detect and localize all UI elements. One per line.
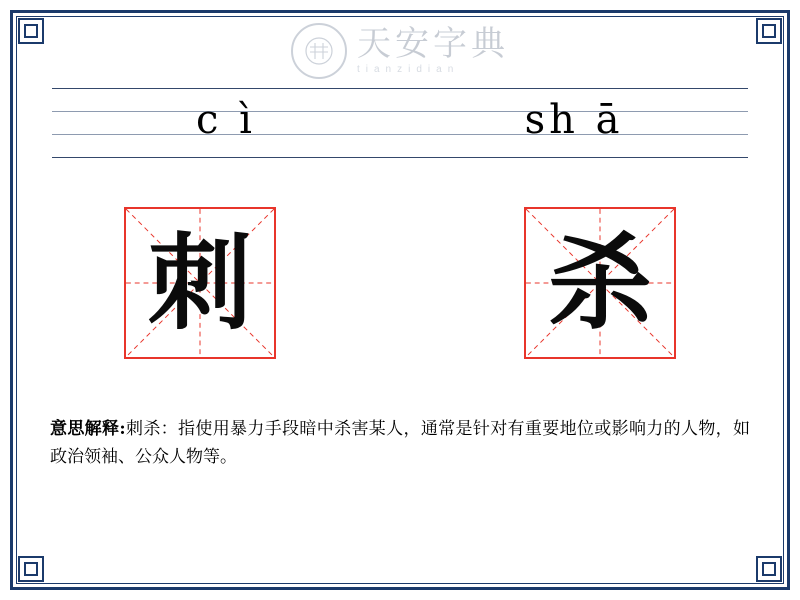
brand-pinyin: tianzidian [357, 64, 460, 76]
brand-title: 天安字典 [357, 23, 509, 64]
pinyin-cell [52, 88, 400, 157]
pinyin-row [52, 88, 748, 157]
tianzige-grid-2 [524, 207, 676, 359]
hanzi-character-2: 杀 [547, 221, 652, 344]
character-cell [400, 205, 800, 361]
seal-circle-icon [291, 23, 347, 79]
pinyin-cell [400, 88, 748, 157]
character-row [0, 205, 800, 361]
pinyin-text-2: sh ā [524, 96, 624, 143]
character-cell [0, 205, 400, 361]
hanzi-character-1: 刺 [147, 221, 252, 344]
corner-ornament-bottom-left [18, 548, 52, 582]
definition-text: 刺杀：指使用暴力手段暗中杀害某人，通常是针对有重要地位或影响力的人物，如政治领袖、公众人物等。 [50, 419, 751, 468]
pinyin-text-1: c ì [196, 96, 256, 143]
brand-text [357, 23, 509, 76]
brand-watermark [0, 18, 800, 84]
pinyin-staff [52, 88, 748, 162]
corner-ornament-bottom-right [748, 548, 782, 582]
tianzige-grid-1 [124, 207, 276, 359]
definition-label: 意思解释: [50, 419, 126, 439]
definition-block [50, 415, 750, 471]
staff-line-4 [52, 157, 748, 158]
